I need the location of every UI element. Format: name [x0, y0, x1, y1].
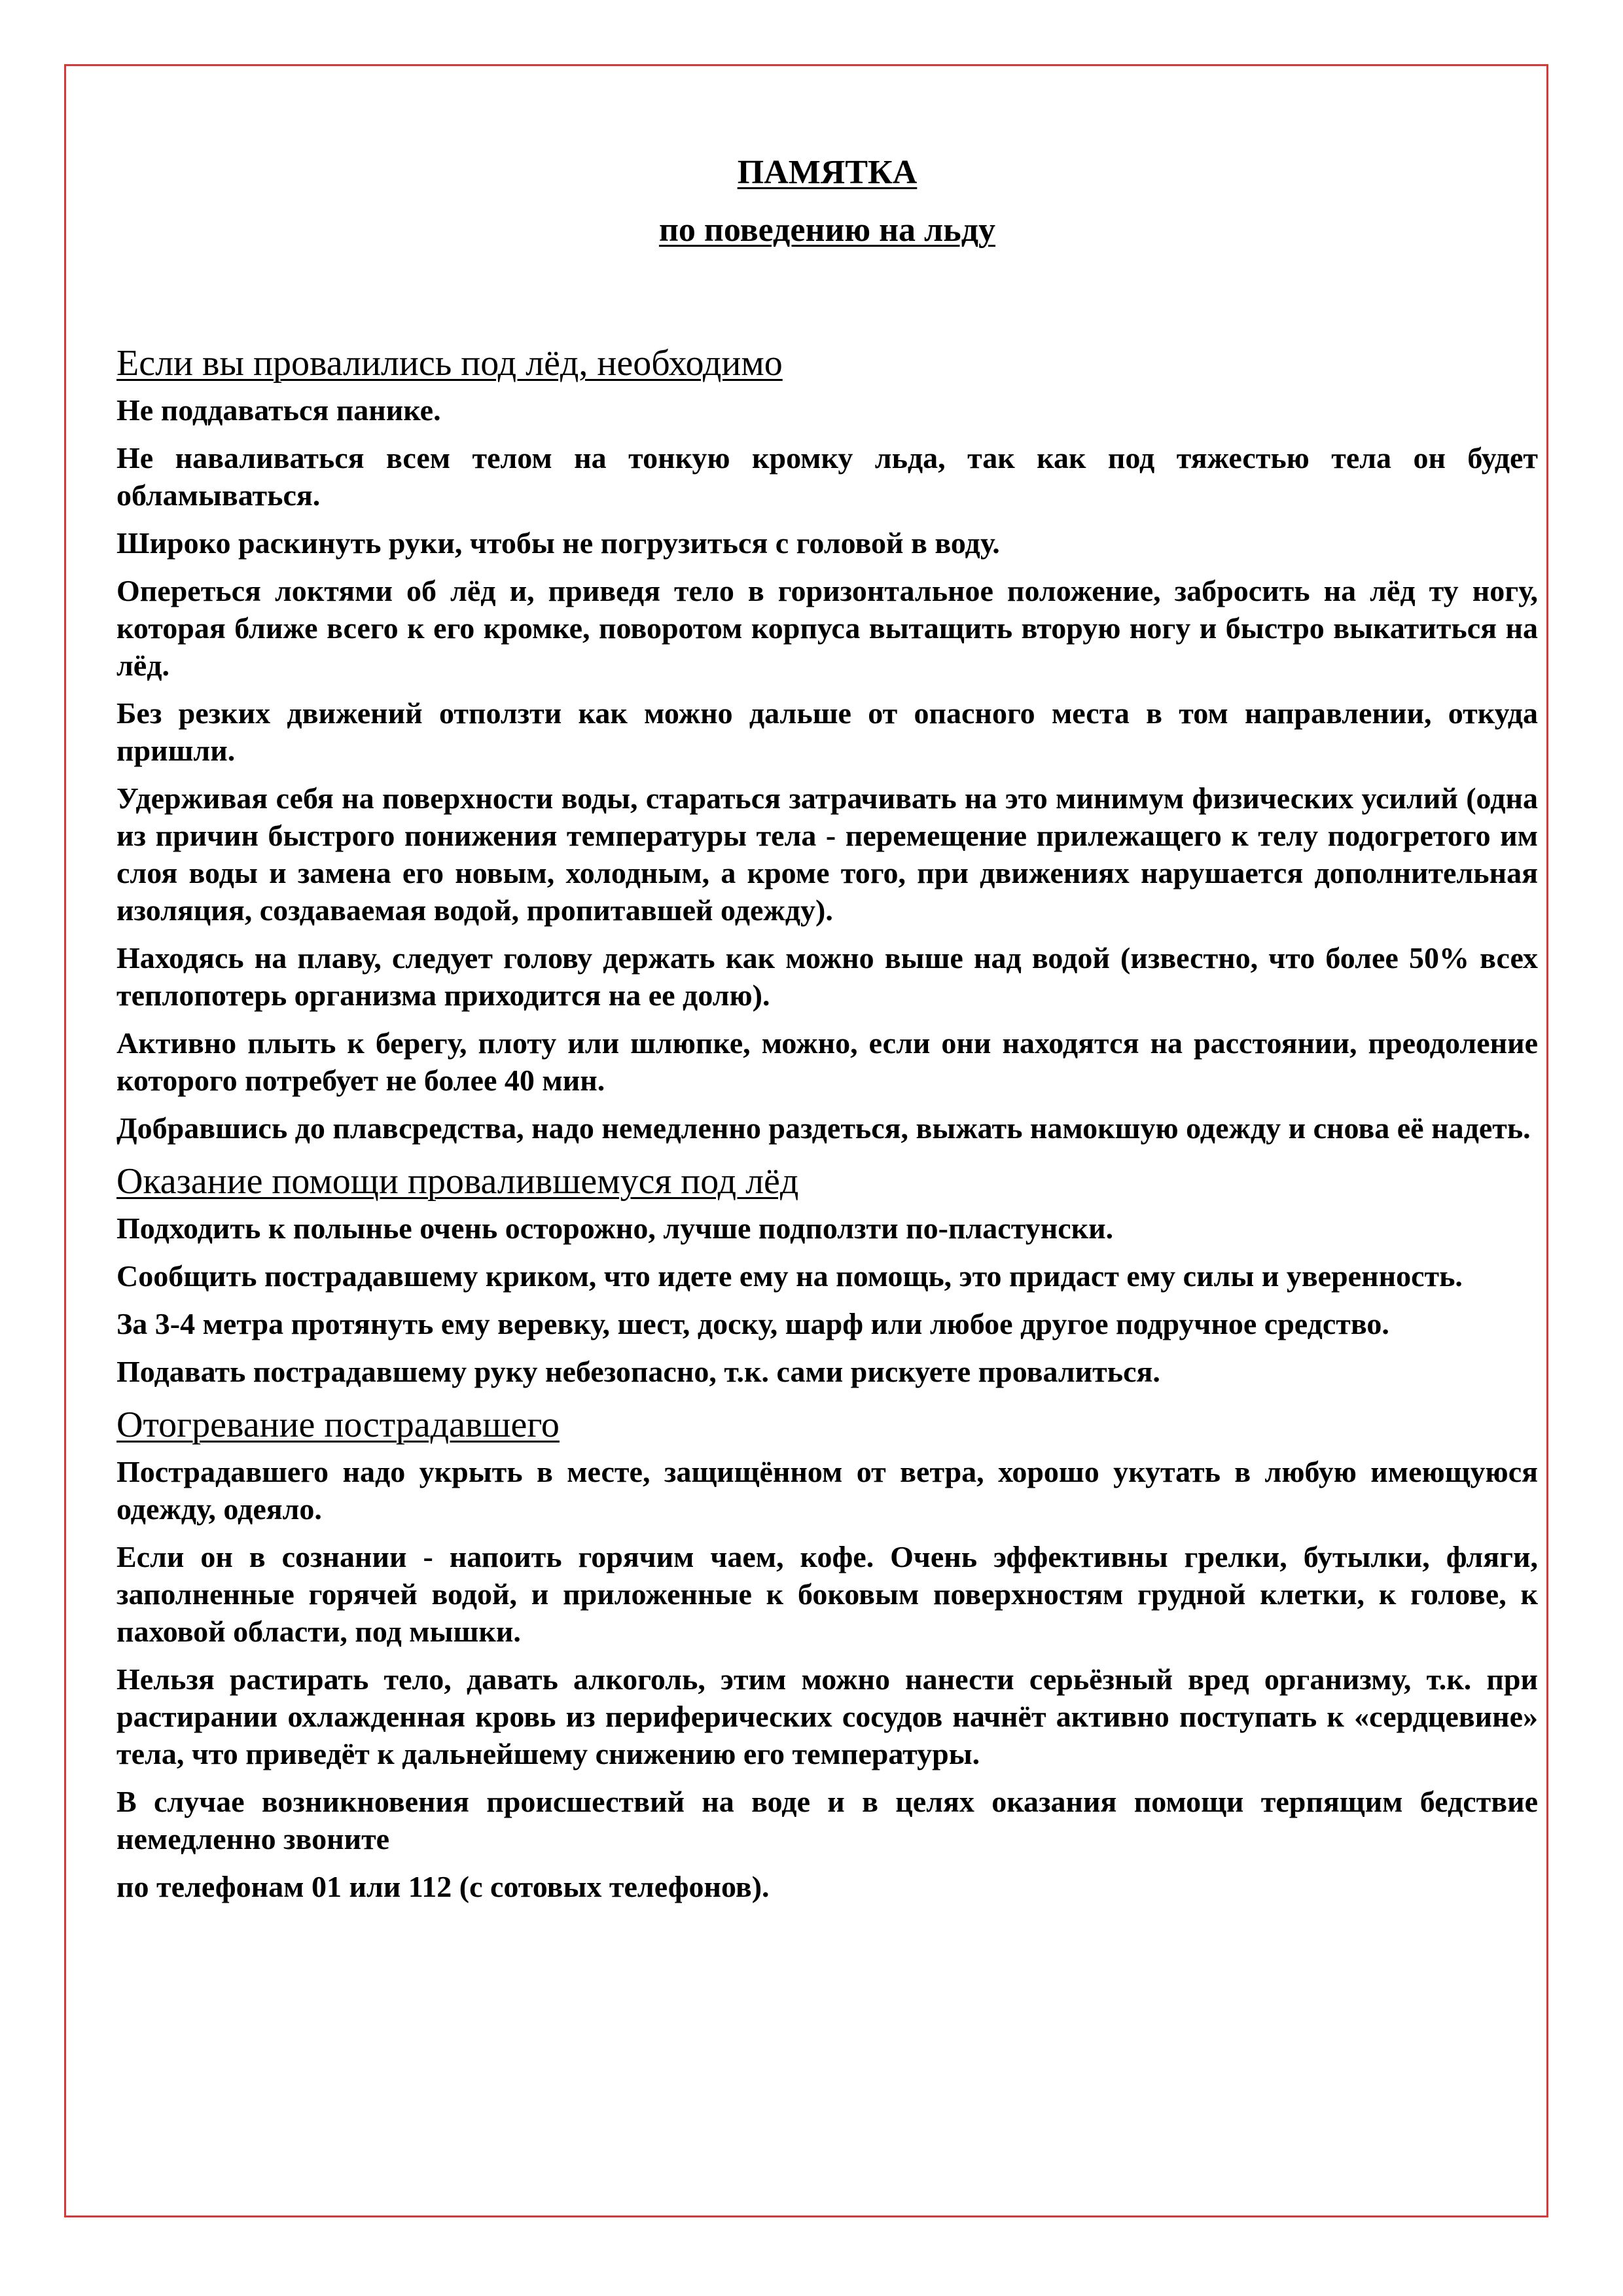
paragraph: Без резких движений отползти как можно дальше от опасного места в том направлении, откуда пришли.: [116, 696, 1538, 767]
paragraph: В случае возникновения происшествий на воде и в целях оказания помощи терпящим бедствие немедленно звоните: [116, 1785, 1538, 1856]
document-body: [116, 152, 1538, 1905]
paragraph: Добравшись до плавсредства, надо немедленно раздеться, выжать намокшую одежду и снова её надеть.: [116, 1111, 1531, 1145]
paragraph: Подавать пострадавшему руку небезопасно, т.к. сами рискуете провалиться.: [116, 1355, 1160, 1388]
emergency-phone-line: по телефонам 01 или 112 (с сотовых телефонов).: [116, 1870, 770, 1903]
paragraph: Широко раскинуть руки, чтобы не погрузиться с головой в воду.: [116, 526, 1000, 560]
paragraph: Если он в сознании - напоить горячим чаем, кофе. Очень эффективны грелки, бутылки, фляги, заполненные горячей водой, и приложенные к боковым поверхностям грудной клетки, к голове, к паховой области, под мышки.: [116, 1540, 1538, 1648]
document-title: ПАМЯТКА: [737, 154, 918, 191]
section-heading-rescue-help: Оказание помощи провалившемуся под лёд: [116, 1161, 799, 1202]
document-subtitle: по поведению на льду: [658, 211, 996, 249]
paragraph: Нельзя растирать тело, давать алкоголь, этим можно нанести серьёзный вред организму, т.к. при растирании охлажденная кровь из периферических сосудов начнёт активно поступать к «сердцевине» тела, что приведёт к дальнейшему снижению его температуры.: [116, 1662, 1538, 1770]
section-heading-warming-victim: Отогревание пострадавшего: [116, 1405, 560, 1445]
paragraph: Активно плыть к берегу, плоту или шлюпке, можно, если они находятся на расстоянии, преодоление которого потребует не более 40 мин.: [116, 1026, 1538, 1097]
paragraph: Удерживая себя на поверхности воды, стараться затрачивать на это минимум физических усилий (одна из причин быстрого понижения температуры тела - перемещение прилежащего к телу подогретого им слоя воды и замена его новым, холодным, а кроме того, при движениях нарушается дополнительная изоляция, создаваемая водой, пропитавшей одежду).: [116, 781, 1538, 927]
paragraph: За 3-4 метра протянуть ему веревку, шест, доску, шарф или любое другое подручное средство.: [116, 1307, 1389, 1340]
paragraph: Опереться локтями об лёд и, приведя тело в горизонтальное положение, забросить на лёд ту ногу, которая ближе всего к его кромке, поворотом корпуса вытащить вторую ногу и быстро выкатиться на лёд.: [116, 574, 1538, 682]
paragraph: Пострадавшего надо укрыть в месте, защищённом от ветра, хорошо укутать в любую имеющуюся одежду, одеяло.: [116, 1455, 1538, 1526]
paragraph: Подходить к полынье очень осторожно, лучше подползти по-пластунски.: [116, 1211, 1114, 1245]
paragraph: Не наваливаться всем телом на тонкую кромку льда, так как под тяжестью тела он будет обламываться.: [116, 441, 1538, 512]
paragraph: Сообщить пострадавшему криком, что идете ему на помощь, это придаст ему силы и уверенность.: [116, 1259, 1463, 1293]
paragraph: Находясь на плаву, следует голову держать как можно выше над водой (известно, что более 50% всех теплопотерь организма приходится на ее долю).: [116, 941, 1538, 1012]
section-heading-fell-through-ice: Если вы провалились под лёд, необходимо: [116, 343, 783, 384]
paragraph: Не поддаваться панике.: [116, 393, 441, 427]
